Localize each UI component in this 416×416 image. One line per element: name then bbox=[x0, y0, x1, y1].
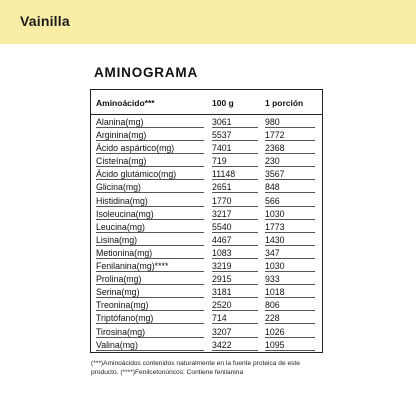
table-row bbox=[91, 208, 322, 221]
per-100g-cell: 3207 bbox=[212, 327, 258, 338]
table-row bbox=[91, 247, 322, 260]
per-100g-cell: 2520 bbox=[212, 300, 258, 311]
aminoacid-cell: Fenilanina(mg)**** bbox=[96, 261, 204, 272]
per-portion-cell: 848 bbox=[265, 182, 315, 193]
table-row bbox=[91, 116, 322, 129]
table-row bbox=[91, 273, 322, 286]
aminoacid-cell: Valina(mg) bbox=[96, 340, 204, 351]
section-title: AMINOGRAMA bbox=[94, 65, 198, 80]
per-100g-cell: 7401 bbox=[212, 143, 258, 154]
per-portion-cell: 228 bbox=[265, 313, 315, 324]
aminoacid-cell: Prolina(mg) bbox=[96, 274, 204, 285]
aminoacid-cell: Ácido glutámico(mg) bbox=[96, 169, 204, 180]
table-row bbox=[91, 312, 322, 325]
table-row bbox=[91, 168, 322, 181]
flavor-banner bbox=[0, 0, 416, 44]
per-portion-cell: 1030 bbox=[265, 261, 315, 272]
aminoacid-cell: Tirosina(mg) bbox=[96, 327, 204, 338]
per-100g-cell: 1083 bbox=[212, 248, 258, 259]
aminoacid-cell: Cisteína(mg) bbox=[96, 156, 204, 167]
per-100g-cell: 5537 bbox=[212, 130, 258, 141]
per-100g-cell: 4467 bbox=[212, 235, 258, 246]
per-100g-cell: 2915 bbox=[212, 274, 258, 285]
aminoacid-cell: Triptófano(mg) bbox=[96, 313, 204, 324]
aminoacid-cell: Alanina(mg) bbox=[96, 117, 204, 128]
per-100g-cell: 2651 bbox=[212, 182, 258, 193]
per-portion-cell: 1430 bbox=[265, 235, 315, 246]
table-row bbox=[91, 129, 322, 142]
per-portion-cell: 566 bbox=[265, 196, 315, 207]
per-portion-cell: 1095 bbox=[265, 340, 315, 351]
per-100g-cell: 3181 bbox=[212, 287, 258, 298]
aminoacid-cell: Glicina(mg) bbox=[96, 182, 204, 193]
flavor-title: Vainilla bbox=[20, 13, 70, 29]
per-portion-cell: 806 bbox=[265, 300, 315, 311]
per-portion-cell: 980 bbox=[265, 117, 315, 128]
table-row bbox=[91, 181, 322, 194]
per-portion-cell: 1018 bbox=[265, 287, 315, 298]
per-100g-cell: 3217 bbox=[212, 209, 258, 220]
table-row bbox=[91, 142, 322, 155]
aminoacid-cell: Treonina(mg) bbox=[96, 300, 204, 311]
aminoacid-cell: Serina(mg) bbox=[96, 287, 204, 298]
table-body bbox=[91, 116, 322, 352]
per-portion-cell: 1026 bbox=[265, 327, 315, 338]
table-row bbox=[91, 286, 322, 299]
header-100g: 100 g bbox=[212, 98, 234, 108]
per-portion-cell: 1773 bbox=[265, 222, 315, 233]
aminoacid-cell: Histidina(mg) bbox=[96, 196, 204, 207]
aminoacid-cell: Lisina(mg) bbox=[96, 235, 204, 246]
per-portion-cell: 1772 bbox=[265, 130, 315, 141]
table-row bbox=[91, 155, 322, 168]
per-100g-cell: 3219 bbox=[212, 261, 258, 272]
per-100g-cell: 11148 bbox=[212, 169, 258, 180]
aminoacid-cell: Metionina(mg) bbox=[96, 248, 204, 259]
per-portion-cell: 230 bbox=[265, 156, 315, 167]
table-row bbox=[91, 234, 322, 247]
table-header bbox=[91, 90, 322, 115]
header-portion: 1 porción bbox=[265, 98, 304, 108]
table-row bbox=[91, 195, 322, 208]
table-row bbox=[91, 326, 322, 339]
per-100g-cell: 719 bbox=[212, 156, 258, 167]
aminoacid-cell: Leucina(mg) bbox=[96, 222, 204, 233]
per-portion-cell: 3567 bbox=[265, 169, 315, 180]
per-portion-cell: 933 bbox=[265, 274, 315, 285]
aminoacid-cell: Arginina(mg) bbox=[96, 130, 204, 141]
table-row bbox=[91, 221, 322, 234]
aminogram-table bbox=[90, 89, 323, 353]
table-row bbox=[91, 260, 322, 273]
table-row bbox=[91, 339, 322, 352]
header-aminoacid: Aminoácido*** bbox=[96, 98, 155, 108]
per-portion-cell: 2368 bbox=[265, 143, 315, 154]
footnote: (***)Aminoácidos contenidos naturalmente en la fuente proteica de este producto. (****)Fenilcetonúricos: Contiene fenilanina bbox=[91, 360, 300, 376]
per-100g-cell: 1770 bbox=[212, 196, 258, 207]
per-100g-cell: 3422 bbox=[212, 340, 258, 351]
aminoacid-cell: Isoleucina(mg) bbox=[96, 209, 204, 220]
aminoacid-cell: Ácido aspártico(mg) bbox=[96, 143, 204, 154]
per-100g-cell: 714 bbox=[212, 313, 258, 324]
per-portion-cell: 1030 bbox=[265, 209, 315, 220]
per-100g-cell: 3061 bbox=[212, 117, 258, 128]
per-portion-cell: 347 bbox=[265, 248, 315, 259]
table-row bbox=[91, 299, 322, 312]
per-100g-cell: 5540 bbox=[212, 222, 258, 233]
